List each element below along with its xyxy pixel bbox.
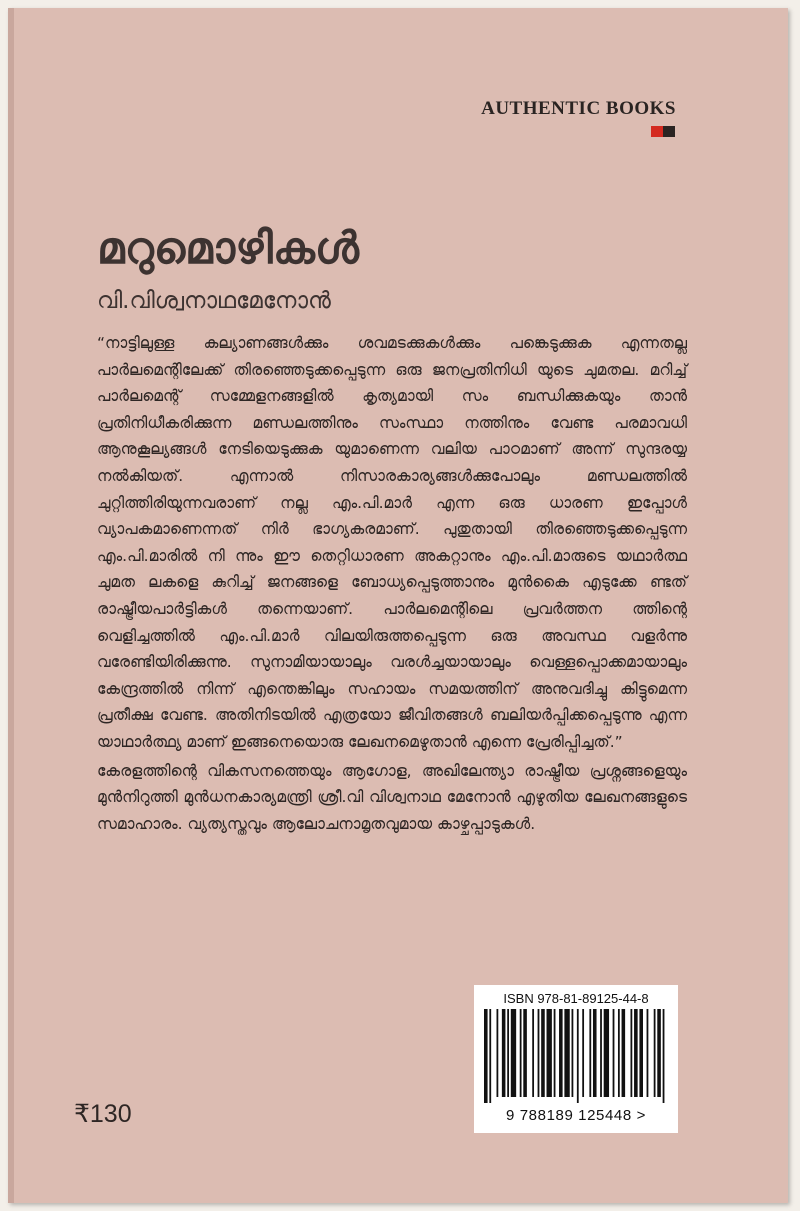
barcode-bar bbox=[634, 1009, 638, 1097]
barcode-bar bbox=[484, 1009, 488, 1103]
barcode-bar bbox=[541, 1009, 545, 1097]
barcode-bar bbox=[639, 1009, 643, 1097]
back-cover bbox=[8, 8, 788, 1203]
barcode-bar bbox=[547, 1009, 552, 1097]
barcode-bar bbox=[532, 1009, 534, 1097]
blurb-quote: “നാട്ടിലുള്ള കല്യാണങ്ങൾക്കും ശവമടക്കുകൾക്കും പങ്കെടുക്കുക എന്നതല്ല പാർലമെന്റിലേക്ക് തിരഞ്ഞെടുക്കപ്പെടുന്ന ഒരു ജനപ്രതിനിധി യുടെ ചുമതല. മറിച്ച് പാർലമെന്റ് സമ്മേളനങ്ങളിൽ കൃത്യമായി സം ബന്ധിക്കുകയും താൻ പ്രതിനിധീകരിക്കുന്ന മണ്ഡലത്തിനും സംസ്ഥാ നത്തിനും വേണ്ട പരമാവധി ആനുകൂല്യങ്ങൾ നേടിയെടുക്കുക യുമാണെന്ന വലിയ പാഠമാണ് അന്ന് സുന്ദരയ്യ നൽകിയത്. എന്നാൽ നിസാരകാര്യങ്ങൾക്കുപോലും മണ്ഡലത്തിൽ ചുറ്റിത്തിരിയുന്നവരാണ് നല്ല എം.പി.മാർ എന്ന ഒരു ധാരണ ഇപ്പോൾ വ്യാപകമാണെന്നത് നിർ ഭാഗ്യകരമാണ്. പുതുതായി തിരഞ്ഞെടുക്കപ്പെടുന്ന എം.പി.മാരിൽ നി ന്നും ഈ തെറ്റിധാരണ അകറ്റാനും എം.പി.മാരുടെ യഥാർത്ഥ ചുമത ലകളെ കുറിച്ച് ജനങ്ങളെ ബോധ്യപ്പെടുത്താനും മുൻകൈ എടുക്കേ ണ്ടത് രാഷ്ട്രീയപാർട്ടികൾ തന്നെയാണ്. പാർലമെന്റിലെ പ്രവർത്തന ത്തിന്റെ വെളിച്ചത്തിൽ എം.പി.മാർ വിലയിരുത്തപ്പെടുന്ന ഒരു അവസ്ഥ വളർന്നു വരേണ്ടിയിരിക്കുന്നു. സുനാമിയായാലും വരൾച്ചയായാലും വെള്ളപ്പൊക്കമായാലും കേന്ദ്രത്തിൽ നിന്ന് എന്തെങ്കിലും സഹായം സമയത്തിന് അനുവദിച്ചു കിട്ടുമെന്ന പ്രതീക്ഷ വേണ്ട. അതിനിടയിൽ എത്രയോ ജീവിതങ്ങൾ ബലിയർപ്പിക്കപ്പെടുന്നു എന്ന യാഥാർത്ഥ്യ മാണ് ഇങ്ങനെയൊരു ലേഖനമെഴുതാൻ എന്നെ പ്രേരിപ്പിച്ചത്.” bbox=[97, 334, 687, 751]
barcode-bar bbox=[497, 1009, 499, 1097]
barcode-bar bbox=[600, 1009, 602, 1097]
barcode-bar bbox=[554, 1009, 556, 1097]
logo-dark-block bbox=[663, 126, 675, 137]
barcode-bar bbox=[572, 1009, 574, 1097]
barcode-bar bbox=[657, 1009, 661, 1097]
barcode-bar bbox=[618, 1009, 620, 1097]
barcode-bar bbox=[507, 1009, 509, 1097]
barcode-bar bbox=[654, 1009, 656, 1097]
barcode-bar bbox=[564, 1009, 569, 1097]
barcode-bar bbox=[613, 1009, 615, 1097]
cover-edge bbox=[8, 8, 14, 1203]
logo-red-block bbox=[651, 126, 663, 137]
barcode-bar bbox=[538, 1009, 540, 1097]
barcode-icon bbox=[484, 1009, 668, 1103]
barcode-bar bbox=[647, 1009, 649, 1097]
barcode-panel bbox=[474, 985, 678, 1133]
barcode-bar bbox=[520, 1009, 522, 1097]
price-label: ₹130 bbox=[74, 1100, 132, 1128]
barcode-bar bbox=[630, 1009, 632, 1097]
book-title: മറുമൊഴികൾ bbox=[97, 223, 359, 274]
blurb-description: കേരളത്തിന്റെ വികസനത്തെയും ആഗോള, അഖിലേന്ത്യാ രാഷ്ട്രീയ പ്രശ്നങ്ങളെയും മുൻനിറുത്തി മുൻധനകാര്യമന്ത്രി ശ്രീ.വി വിശ്വനാഥ മേനോൻ എഴുതിയ ലേഖനങ്ങളുടെ സമാഹാരം. വ്യത്യസ്തവും ആലോചനാമൃതവുമായ കാഴ്ചപ്പാടുകൾ. bbox=[97, 761, 687, 833]
publisher-name: AUTHENTIC BOOKS bbox=[481, 98, 676, 119]
barcode-bar bbox=[559, 1009, 563, 1097]
barcode-bar bbox=[663, 1009, 665, 1103]
barcode-bar bbox=[604, 1009, 609, 1097]
barcode-bar bbox=[622, 1009, 626, 1097]
barcode-bar bbox=[502, 1009, 506, 1097]
barcode-bar bbox=[593, 1009, 597, 1097]
barcode-bar bbox=[577, 1009, 579, 1103]
barcode-bar bbox=[589, 1009, 591, 1097]
blurb bbox=[97, 330, 687, 837]
barcode-bar bbox=[511, 1009, 516, 1097]
barcode-bar bbox=[582, 1009, 584, 1097]
isbn-label: ISBN 978-81-89125-44-8 bbox=[503, 991, 649, 1006]
barcode-bar bbox=[523, 1009, 527, 1097]
isbn-digits: 9 788189 125448 > bbox=[506, 1107, 646, 1124]
book-author: വി.വിശ്വനാഥമേനോൻ bbox=[97, 288, 331, 314]
barcode-bar bbox=[489, 1009, 491, 1103]
publisher-logo-icon bbox=[651, 126, 675, 137]
